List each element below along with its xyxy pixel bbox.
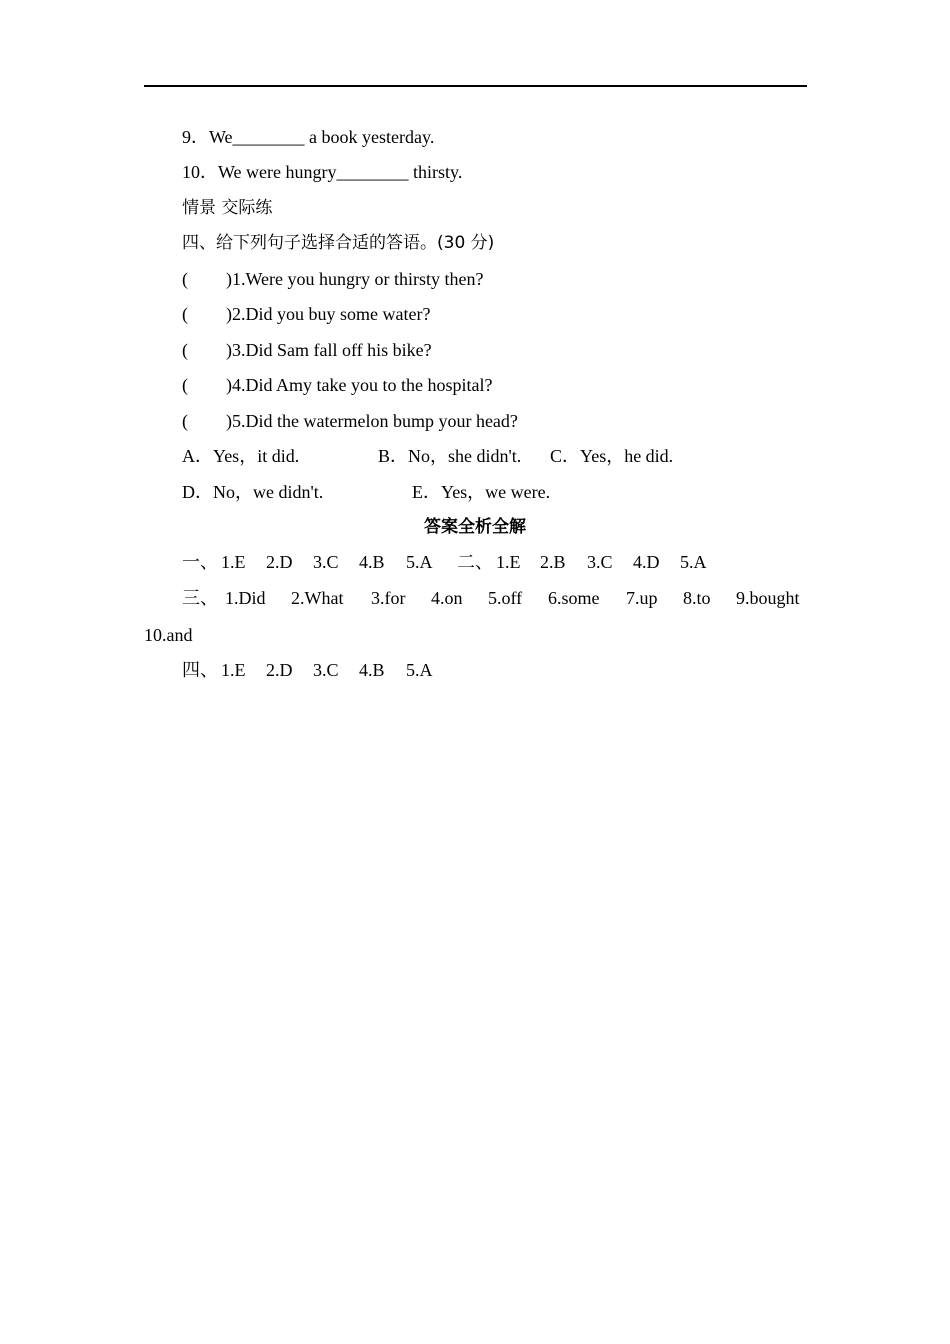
answers-title: 答案全析全解 <box>424 517 526 537</box>
answer-item: 5.A <box>406 660 433 680</box>
header-rule <box>144 85 807 87</box>
item-text: We________ a book yesterday. <box>209 127 435 147</box>
answer-blank-open: ( <box>182 411 188 431</box>
section4-title: 四、给下列句子选择合适的答语。(30 分) <box>182 233 495 253</box>
answer-item: 2.B <box>540 552 566 572</box>
answer-item: 4.B <box>359 552 385 572</box>
question-text: )1.Were you hungry or thirsty then? <box>226 269 484 289</box>
answer-item: 7.up <box>626 588 658 608</box>
option-a: A．Yes，it did. <box>182 446 300 466</box>
answer-item: 9.bought <box>736 588 800 608</box>
answer-item: 1.E <box>221 660 246 680</box>
question-4 <box>182 374 492 396</box>
answer-blank-open: ( <box>182 375 188 395</box>
answer-item: 5.off <box>488 588 523 608</box>
answer-item: 3.for <box>371 588 406 608</box>
option-c: C．Yes，he did. <box>550 446 674 466</box>
answer-blank-open: ( <box>182 304 188 324</box>
answer-item: 1.Did <box>225 588 266 608</box>
answer-item: 2.What <box>291 588 344 608</box>
answer-item: 3.C <box>313 660 339 680</box>
answer-item: 3.C <box>587 552 613 572</box>
answers-part3-label: 三、 <box>182 588 218 608</box>
fill-item-10 <box>182 161 462 183</box>
answer-item: 6.some <box>548 588 600 608</box>
question-1 <box>182 268 483 290</box>
answer-item: 3.C <box>313 552 339 572</box>
answer-blank-open: ( <box>182 269 188 289</box>
question-3 <box>182 339 432 361</box>
item-number: 9． <box>182 127 209 147</box>
question-2 <box>182 303 430 325</box>
answer-item: 8.to <box>683 588 711 608</box>
question-text: )3.Did Sam fall off his bike? <box>226 340 432 360</box>
question-text: )5.Did the watermelon bump your head? <box>226 411 518 431</box>
item-number: 10． <box>182 162 218 182</box>
item-text: We were hungry________ thirsty. <box>218 162 463 182</box>
answer-item: 4.on <box>431 588 463 608</box>
question-text: )2.Did you buy some water? <box>226 304 431 324</box>
answer-item: 1.E <box>221 552 246 572</box>
answer-item: 4.D <box>633 552 660 572</box>
answer-item: 4.B <box>359 660 385 680</box>
answer-item: 1.E <box>496 552 521 572</box>
question-5 <box>182 410 518 432</box>
option-d: D．No，we didn't. <box>182 482 324 502</box>
option-b: B．No，she didn't. <box>378 446 522 466</box>
answer-item: 5.A <box>406 552 433 572</box>
answer-item: 2.D <box>266 660 293 680</box>
answer-item: 5.A <box>680 552 707 572</box>
answer-item: 10.and <box>144 625 193 645</box>
answers-part1-label: 一、 <box>182 552 218 572</box>
option-e: E．Yes，we were. <box>412 482 551 502</box>
fill-item-9 <box>182 126 434 148</box>
answers-part4-label: 四、 <box>182 660 218 680</box>
answer-item: 2.D <box>266 552 293 572</box>
question-text: )4.Did Amy take you to the hospital? <box>226 375 493 395</box>
answer-blank-open: ( <box>182 340 188 360</box>
answers-part2-label: 二、 <box>457 552 493 572</box>
section-tag: 情景 交际练 <box>182 198 273 218</box>
